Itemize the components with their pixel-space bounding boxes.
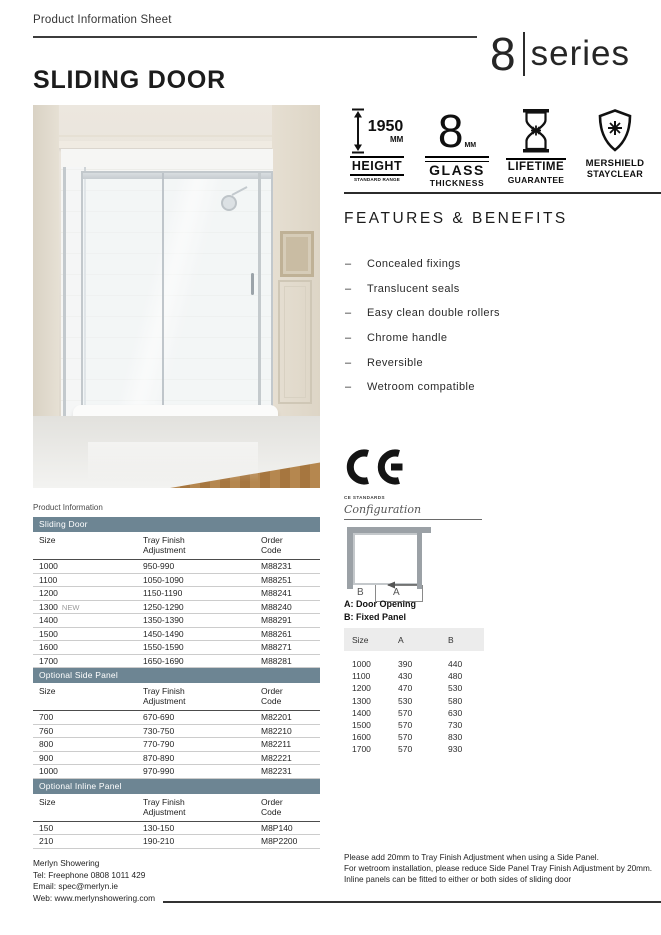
- table-column-headers: [33, 794, 320, 822]
- cell-order-code: M82201: [261, 712, 292, 723]
- feature-label: Easy clean double rollers: [367, 307, 500, 320]
- cell-size: 150: [39, 822, 54, 833]
- cell-size: 1000: [352, 659, 371, 670]
- brand-logo: [490, 28, 630, 80]
- glass-thickness-icon: 8: [437, 105, 464, 157]
- cell-order-code: M88261: [261, 628, 292, 639]
- cell-a: 470: [398, 683, 413, 694]
- lifetime-badge: [504, 106, 568, 188]
- column-header-line: Tray Finish: [143, 796, 185, 807]
- diagram-label-a: A: [393, 587, 400, 598]
- cell-tray-adjustment: 950-990: [143, 561, 175, 572]
- product-information-tables: [33, 503, 320, 849]
- mershield-sublabel: STAYCLEAR: [586, 169, 644, 179]
- note-line: For wetroom installation, please reduce Side Panel Tray Finish Adjustment by 20mm.: [344, 864, 653, 873]
- cell-b: 530: [448, 683, 463, 694]
- cell-tray-adjustment: 1050-1090: [143, 574, 184, 585]
- sheet-type-label: Product Information Sheet: [33, 14, 172, 26]
- cell-size: 1400: [352, 707, 371, 718]
- hourglass-icon: [518, 108, 554, 154]
- cell-tray-adjustment: 190-210: [143, 836, 175, 847]
- legend-fixed-panel: B: Fixed Panel: [344, 611, 407, 622]
- configuration-divider: [344, 519, 482, 520]
- cell-b: 730: [448, 720, 463, 731]
- column-header-line: Code: [261, 545, 282, 555]
- cell-size: 1200: [39, 588, 58, 599]
- mershield-label: MERSHIELD: [585, 158, 645, 169]
- opening-column-header: A: [398, 634, 404, 645]
- column-header-line: Tray Finish: [143, 535, 185, 545]
- column-header-line: Adjustment: [143, 545, 186, 555]
- table-row: [33, 655, 320, 669]
- product-photo: [33, 105, 320, 488]
- bullet-dash: –: [345, 307, 352, 320]
- column-header: [39, 686, 143, 696]
- cell-order-code: M82211: [261, 739, 292, 750]
- cell-tray-adjustment: 130-150: [143, 822, 175, 833]
- note-line: Inline panels can be fitted to either or both sides of sliding door: [344, 875, 572, 884]
- column-header-line: Size: [39, 686, 56, 696]
- column-header-line: Size: [39, 796, 56, 807]
- table-row: [33, 560, 320, 574]
- opening-column-header: B: [448, 634, 454, 645]
- column-header-line: Size: [39, 535, 56, 545]
- feature-label: Wetroom compatible: [367, 381, 475, 394]
- cell-a: 570: [398, 707, 413, 718]
- cell-a: 530: [398, 695, 413, 706]
- cell-b: 580: [448, 695, 463, 706]
- table-row: [33, 711, 320, 725]
- cell-size: 1700: [39, 655, 58, 666]
- brand-divider: [523, 32, 525, 76]
- feature-item: [345, 375, 645, 400]
- feature-label: Translucent seals: [367, 282, 460, 295]
- door-stile: [258, 173, 261, 418]
- table-row: [344, 707, 484, 719]
- company-name: Merlyn Showering: [33, 858, 100, 868]
- table-row: [33, 822, 320, 836]
- cell-order-code: M88291: [261, 615, 292, 626]
- column-header: [143, 686, 261, 706]
- table-row: [33, 614, 320, 628]
- cell-tray-adjustment: 1450-1490: [143, 628, 184, 639]
- cell-size: 1100: [39, 574, 58, 585]
- product-information-label: Product Information: [33, 503, 103, 512]
- column-header-line: Adjustment: [143, 696, 186, 706]
- configuration-legend: [344, 598, 416, 623]
- cell-size: 1400: [39, 615, 58, 626]
- contact-web: Web: www.merlynshowering.com: [33, 892, 156, 903]
- cell-order-code: M8P2200: [261, 836, 298, 847]
- diagram-tick: [422, 585, 423, 601]
- cell-a: 570: [398, 732, 413, 743]
- bullet-dash: –: [345, 381, 352, 394]
- cell-size: 1000: [39, 561, 58, 572]
- height-arrow-icon: [351, 108, 365, 154]
- column-header: [261, 797, 320, 817]
- glass-sublabel: THICKNESS: [429, 177, 485, 188]
- features-list: [345, 252, 645, 400]
- cell-tray-adjustment: 1650-1690: [143, 655, 184, 666]
- header-divider: [33, 36, 477, 38]
- feature-item: [345, 252, 645, 277]
- sliding-door-enclosure: [81, 171, 273, 420]
- cell-size: 900: [39, 752, 54, 763]
- table-row: [344, 658, 484, 670]
- column-header: [143, 535, 261, 555]
- shield-icon: [595, 108, 635, 154]
- section-divider: [344, 192, 661, 194]
- bullet-dash: –: [345, 356, 352, 369]
- cell-a: 390: [398, 659, 413, 670]
- cell-size: 1500: [352, 720, 371, 731]
- cell-order-code: M88251: [261, 574, 292, 585]
- cell-size: 1000: [39, 766, 58, 777]
- cell-a: 430: [398, 671, 413, 682]
- cell-size: 1700: [352, 744, 371, 755]
- cell-b: 930: [448, 744, 463, 755]
- cell-size: 1600: [352, 732, 371, 743]
- height-sublabel: STANDARD RANGE: [353, 177, 401, 182]
- floor-reflection: [88, 442, 258, 482]
- opening-table-header: [344, 628, 484, 651]
- cell-b: 830: [448, 732, 463, 743]
- column-header-line: Code: [261, 696, 282, 706]
- panel-divider: [162, 173, 164, 418]
- table-row: [344, 670, 484, 682]
- contact-tel: Tel: Freephone 0808 1011 429: [33, 869, 146, 880]
- configuration-heading: Configuration: [344, 503, 422, 516]
- glass-unit: MM: [464, 142, 477, 149]
- table-row: [33, 641, 320, 655]
- cell-tray-adjustment: 730-750: [143, 725, 175, 736]
- column-header: [39, 535, 143, 545]
- glass-label: GLASS: [429, 161, 485, 178]
- cell-order-code: M88240: [261, 601, 292, 612]
- mershield-badge: [583, 106, 647, 188]
- bullet-dash: –: [345, 258, 352, 271]
- cell-size: 1600: [39, 642, 58, 653]
- cell-tray-adjustment: 1350-1390: [143, 615, 184, 626]
- glass-thickness-badge: [425, 106, 489, 188]
- table-section-header: Optional Side Panel: [33, 668, 320, 683]
- legend-door-opening: A: Door Opening: [344, 599, 416, 609]
- cell-order-code: M88271: [261, 642, 292, 653]
- feature-label: Chrome handle: [367, 332, 448, 345]
- table-row: [33, 738, 320, 752]
- feature-item: [345, 277, 645, 302]
- height-value: 1950: [367, 118, 404, 135]
- column-header: [39, 797, 143, 807]
- wall-molding: [278, 280, 312, 404]
- cell-order-code: M8P140: [261, 822, 293, 833]
- cell-tray-adjustment: 1150-1190: [143, 588, 183, 599]
- cell-b: 440: [448, 659, 463, 670]
- cell-order-code: M82221: [261, 752, 292, 763]
- door-handle: [251, 273, 254, 295]
- cell-size: 800: [39, 739, 54, 750]
- table-section-header: Sliding Door: [33, 517, 320, 532]
- cell-tray-adjustment: 970-990: [143, 766, 175, 777]
- feature-item: [345, 326, 645, 351]
- table-row: [33, 587, 320, 601]
- column-header-line: Order: [261, 686, 283, 696]
- installation-notes: [344, 852, 654, 885]
- cell-size: 1100: [352, 671, 371, 682]
- cell-a: 570: [398, 744, 413, 755]
- bullet-dash: –: [345, 332, 352, 345]
- column-header: [143, 797, 261, 817]
- table-row: [33, 725, 320, 739]
- opening-column-header: Size: [352, 634, 369, 645]
- cell-size: 760: [39, 725, 54, 736]
- cell-order-code: M82210: [261, 725, 292, 736]
- cell-order-code: M82231: [261, 766, 292, 777]
- contact-block: [33, 858, 155, 904]
- cell-size: 1300: [352, 695, 371, 706]
- cell-tray-adjustment: 670-690: [143, 712, 175, 723]
- cell-order-code: M88281: [261, 655, 292, 666]
- cell-tray-adjustment: 870-890: [143, 752, 175, 763]
- feature-label: Concealed fixings: [367, 258, 461, 271]
- lifetime-sublabel: GUARANTEE: [507, 175, 565, 185]
- table-row: [33, 765, 320, 779]
- table-row: [344, 743, 484, 755]
- height-unit: MM: [389, 135, 404, 144]
- cell-size: 700: [39, 712, 54, 723]
- table-section-header: Optional Inline Panel: [33, 779, 320, 794]
- feature-item: [345, 301, 645, 326]
- ce-certification: [344, 446, 414, 500]
- ce-mark-icon: [344, 446, 408, 488]
- cell-order-code: M88231: [261, 561, 292, 572]
- column-header-line: Adjustment: [143, 806, 186, 817]
- height-label: HEIGHT: [350, 156, 404, 176]
- ce-sublabel: CE STANDARDS: [344, 495, 385, 500]
- brand-number: 8: [490, 28, 516, 80]
- table-row: [33, 835, 320, 849]
- column-header: [261, 686, 320, 706]
- cell-tray-adjustment: 770-790: [143, 739, 175, 750]
- table-row: [344, 731, 484, 743]
- table-row: [344, 719, 484, 731]
- column-header-line: Order: [261, 535, 283, 545]
- table-row: [344, 682, 484, 694]
- cell-size: 210: [39, 836, 54, 847]
- lifetime-label: LIFETIME: [506, 158, 566, 175]
- table-row: [33, 574, 320, 588]
- table-row: [33, 752, 320, 766]
- feature-item: [345, 350, 645, 375]
- table-row: [33, 601, 320, 615]
- cell-tray-adjustment: 1250-1290: [143, 601, 184, 612]
- table-column-headers: [33, 532, 320, 560]
- page-title: SLIDING DOOR: [33, 66, 226, 94]
- spec-badges: [344, 106, 647, 188]
- cell-size: 1500: [39, 628, 58, 639]
- features-heading: FEATURES & BENEFITS: [344, 210, 568, 227]
- column-header: [261, 535, 320, 555]
- note-line: Please add 20mm to Tray Finish Adjustment when using a Side Panel.: [344, 853, 599, 862]
- configuration-diagram: [347, 527, 447, 605]
- new-tag-label: NEW: [61, 602, 80, 612]
- table-column-headers: [33, 683, 320, 711]
- top-rail: [83, 173, 271, 179]
- cell-a: 570: [398, 720, 413, 731]
- diagram-label-b: B: [357, 587, 364, 598]
- column-header-line: Tray Finish: [143, 686, 185, 696]
- cell-order-code: M88241: [261, 588, 292, 599]
- opening-size-table: [344, 628, 484, 756]
- brand-name: series: [530, 34, 630, 73]
- cell-b: 480: [448, 671, 463, 682]
- feature-label: Reversible: [367, 356, 423, 369]
- table-row: [344, 695, 484, 707]
- footer-divider: [163, 901, 661, 903]
- picture-frame: [280, 231, 314, 277]
- height-badge: [344, 106, 410, 188]
- column-header-line: Order: [261, 796, 283, 807]
- contact-email: Email: spec@merlyn.ie: [33, 881, 118, 891]
- cell-size: 1200: [352, 683, 371, 694]
- table-row: [33, 628, 320, 642]
- opening-table-rows: [344, 658, 484, 756]
- cell-size: 1300 NEW: [39, 601, 80, 612]
- cell-b: 630: [448, 707, 463, 718]
- diagram-enclosure: [353, 533, 421, 585]
- bullet-dash: –: [345, 282, 352, 295]
- cell-tray-adjustment: 1550-1590: [143, 642, 184, 653]
- column-header-line: Code: [261, 806, 282, 817]
